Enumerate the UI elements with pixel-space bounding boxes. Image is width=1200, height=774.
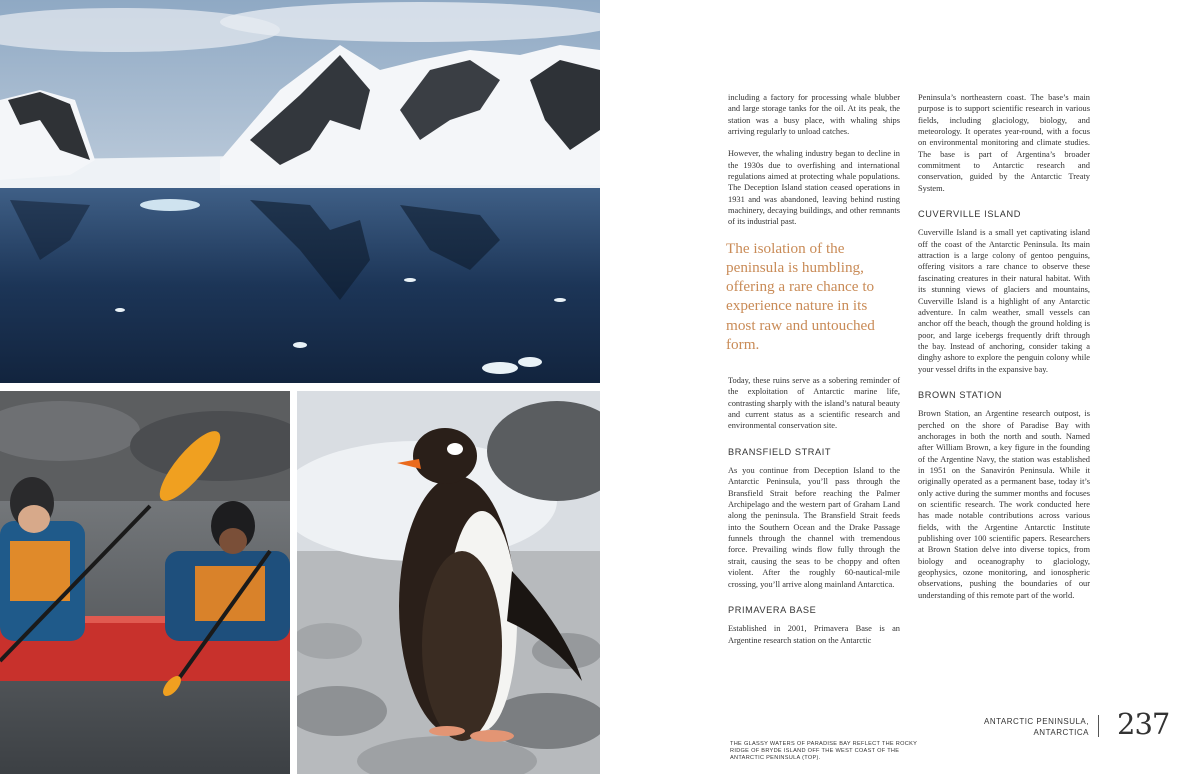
body-paragraph: Peninsula’s northeastern coast. The base’s main purpose is to support scientific research in various fields, including glaciology, biology, and meteorology. It operates year-round, with a focus on environmental monitoring and climate studies. The base is part of Argentina’s broader commitment to Antarctic research and conservation, guided by the Antarctic Treaty System.: [918, 93, 1090, 193]
photo-caption: THE GLASSY WATERS OF PARADISE BAY REFLECT THE ROCKY RIDGE OF BRYDE ISLAND OFF THE WEST COAST OF THE ANTARCTIC PENINSULA (TOP).: [730, 741, 918, 761]
gentoo-penguin-photo: [297, 391, 600, 774]
page-number: 237: [1117, 707, 1170, 741]
footer-divider: [1098, 715, 1099, 737]
kayakers-photo: [0, 391, 290, 774]
section-heading-brown: BROWN STATION: [918, 389, 1003, 400]
body-paragraph: Today, these ruins serve as a sobering reminder of the exploitation of Antarctic marine life, contrasting sharply with the island’s natural beauty and current status as a scientific research and environmental conservation site.: [728, 376, 900, 431]
text-column-2: [918, 92, 1090, 612]
pull-quote: The isolation of the peninsula is humbling, offering a rare chance to experience nature in its most raw and untouched form.: [726, 239, 875, 353]
body-paragraph: Cuverville Island is a small yet captivating island off the coast of the Antarctic Peninsula. Its main attraction is a large colony of gentoo penguins, offering visitors a rare chance to observe these fascinating creatures in their natural habitat. With its stunning views of glaciers and mountains, Cuverville Island is a highlight of any Antarctic adventure. In calm weather, small vessels can anchor off the beach, though the ground holding is poor, and large icebergs frequently drift through the bay. Instead of anchoring, consider taking a dinghy ashore to explore the penguin colony while your vessel drifts in the expansive bay.: [918, 228, 1090, 374]
body-paragraph: Established in 2001, Primavera Base is an Argentine research station on the Antarctic: [728, 624, 900, 645]
section-heading-primavera: PRIMAVERA BASE: [728, 604, 817, 615]
location-line-2: ANTARCTICA: [1033, 727, 1089, 737]
body-paragraph: As you continue from Deception Island to the Antarctic Peninsula, you’ll pass through the Bransfield Strait before reaching the Palmer Archipelago and the western part of Graham Land along the peninsula. The Bransfield Strait feeds into the Southern Ocean and the Drake Passage funnels through the channel with tremendous force. Prevailing winds flow fully through the strait, causing the seas to be choppy and often violent. After the roughly 60-nautical-mile crossing, you’ll arrive along mainland Antarctica.: [728, 466, 900, 589]
section-heading-bransfield: BRANSFIELD STRAIT: [728, 446, 832, 457]
location-line-1: ANTARCTIC PENINSULA,: [984, 717, 1089, 726]
text-column-1: [728, 92, 900, 657]
body-paragraph: However, the whaling industry began to decline in the 1930s due to overfishing and international regulations aimed at protecting whale populations. The Deception Island station ceased operations in 1931 and was abandoned, leaving behind rusting machinery, decaying buildings, and other remnants of its industrial past.: [728, 149, 900, 227]
section-heading-cuverville: CUVERVILLE ISLAND: [918, 209, 1021, 220]
body-paragraph: Brown Station, an Argentine research outpost, is perched on the shore of Paradise Bay with anchorages in both the north and south. Named after William Brown, a key figure in the founding of the Argentine Navy, the station was established in 1951 on the Sanavirón Peninsula. While it originally operated as a permanent base, today it’s only active during the summer months and focuses on scientific research. The work conducted here has made notable contributions across various fields, with the Argentine Antarctic Institute publishing over 100 scientific papers. Researchers at Brown Station delve into diverse topics, from biology and oceanography to glaciology, geophysics, ozone monitoring, and ionospheric observations, pushing the boundaries of our understanding of this remote part of the world.: [918, 409, 1090, 600]
location-label: [984, 717, 1089, 738]
body-paragraph: including a factory for processing whale blubber and large storage tanks for the oil. At its peak, the station was a busy place, with whaling ships arriving regularly to unload catches.: [728, 93, 900, 137]
mountains-water-photo: [0, 0, 600, 383]
